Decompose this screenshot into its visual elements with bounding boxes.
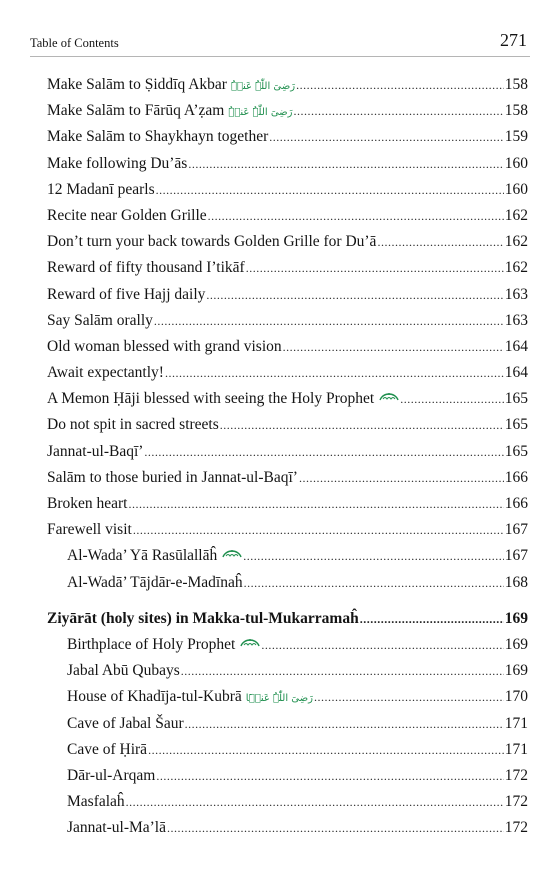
- toc-entry[interactable]: [47, 72, 528, 98]
- toc-entry-page: 166: [504, 468, 528, 486]
- toc-entry-label: Birthplace of Holy Prophet: [67, 635, 236, 653]
- toc-entry-page: 158: [504, 102, 528, 120]
- toc-entry[interactable]: [47, 177, 528, 203]
- toc-entry-page: 162: [504, 233, 528, 251]
- toc-entry[interactable]: [47, 282, 528, 308]
- toc-entry[interactable]: [47, 386, 528, 412]
- toc-entry-page: 172: [504, 766, 528, 784]
- toc-entry[interactable]: [47, 491, 528, 517]
- toc-entry-label: Don’t turn your back towards Golden Grille for Du’ā: [47, 233, 377, 251]
- toc-entry-label: Reward of fifty thousand I’tikāf: [47, 259, 245, 277]
- toc-entry-label: Old woman blessed with grand vision: [47, 337, 282, 355]
- toc-entry[interactable]: [47, 203, 528, 229]
- toc-entry-page: 162: [504, 259, 528, 277]
- toc-entry-label: Cave of Jabal Šaur: [67, 714, 184, 732]
- dot-leader: [261, 632, 503, 658]
- toc-entry-label: Jannat-ul-Ma’lā: [67, 819, 166, 837]
- toc-entry-page: 166: [504, 495, 528, 512]
- toc-entry-label: Salām to those buried in Jannat-ul-Baqī’: [47, 468, 298, 486]
- toc-entry-page: 169: [504, 635, 528, 653]
- salawat-seal-icon: [379, 386, 399, 400]
- table-of-contents: [47, 72, 528, 841]
- dot-leader: [220, 412, 504, 438]
- toc-entry-page: 158: [504, 76, 528, 93]
- toc-entry-page: 160: [504, 180, 528, 198]
- toc-entry[interactable]: [67, 632, 528, 658]
- toc-entry-label: Do not spit in sacred streets: [47, 416, 219, 434]
- dot-leader: [400, 386, 504, 412]
- toc-entry-label: Await expectantly!: [47, 364, 164, 382]
- honorific-calligraphy: رَضِیَ اللّٰہُ عَنۡہُ: [228, 107, 293, 119]
- toc-entry-label: Jabal Abū Qubays: [67, 662, 180, 680]
- toc-entry-page: 164: [504, 364, 528, 382]
- dot-leader: [144, 439, 503, 465]
- toc-entry-page: 168: [504, 573, 528, 591]
- dot-leader: [165, 360, 504, 386]
- toc-entry[interactable]: [67, 763, 528, 789]
- toc-entry-label: Dār-ul-Arqam: [67, 766, 156, 784]
- toc-entry[interactable]: [67, 570, 528, 596]
- toc-entry-label: Al-Wadā’ Tājdār-e-Madīnaĥ: [67, 573, 243, 591]
- toc-entry[interactable]: [47, 517, 528, 543]
- dot-leader: [269, 124, 503, 150]
- header-rule: [30, 56, 530, 57]
- dot-leader: [283, 334, 504, 360]
- dot-leader: [128, 491, 503, 517]
- toc-entry-page: 165: [504, 390, 528, 408]
- salawat-seal-icon: [222, 543, 242, 557]
- toc-entry[interactable]: [47, 308, 528, 334]
- salawat-seal-icon: [240, 632, 260, 646]
- dot-leader: [208, 203, 504, 229]
- toc-entry-label: Ziyārāt (holy sites) in Makka-tul-Mukarramaĥ: [47, 609, 359, 627]
- toc-entry[interactable]: [47, 151, 528, 177]
- dot-leader: [360, 606, 504, 632]
- toc-entry[interactable]: [47, 439, 528, 465]
- dot-leader: [314, 684, 504, 710]
- toc-entry-page: 163: [504, 285, 528, 303]
- dot-leader: [243, 543, 504, 569]
- toc-entry[interactable]: [47, 98, 528, 124]
- honorific-calligraphy: رَضِیَ اللّٰہُ عَنۡہَا: [245, 693, 313, 705]
- toc-entry-label: Cave of Ḥirā: [67, 740, 148, 758]
- toc-entry[interactable]: [47, 465, 528, 491]
- toc-entry-label: 12 Madanī pearls: [47, 180, 155, 198]
- toc-entry-label: Jannat-ul-Baqī’: [47, 442, 144, 460]
- toc-entry[interactable]: [67, 658, 528, 684]
- toc-entry-page: 172: [504, 819, 528, 837]
- toc-entry[interactable]: [67, 711, 528, 737]
- dot-leader: [185, 711, 504, 737]
- toc-entry-label: Al-Wada’ Yā Rasūlallāĥ: [67, 547, 218, 565]
- dot-leader: [181, 658, 504, 684]
- dot-leader: [206, 282, 503, 308]
- page-number: 271: [500, 30, 527, 50]
- toc-entry-page: 169: [504, 662, 528, 680]
- toc-entry-page: 171: [504, 740, 528, 758]
- dot-leader: [377, 229, 503, 255]
- toc-entry-label: A Memon Ḥāji blessed with seeing the Holy Prophet: [47, 390, 375, 408]
- dot-leader: [156, 177, 504, 203]
- toc-entry-label: Farewell visit: [47, 521, 132, 539]
- toc-entry[interactable]: [67, 737, 528, 763]
- toc-entry-label: Make Salām to Ṣiddīq Akbar: [47, 76, 227, 93]
- toc-entry[interactable]: [67, 789, 528, 815]
- toc-entry-label: Broken heart: [47, 495, 128, 512]
- dot-leader: [154, 308, 504, 334]
- toc-entry-page: 165: [504, 442, 528, 460]
- dot-leader: [126, 789, 504, 815]
- dot-leader: [167, 815, 504, 841]
- toc-entry[interactable]: [67, 815, 528, 841]
- toc-entry[interactable]: [47, 334, 528, 360]
- toc-entry-label: Make following Du’ās: [47, 154, 188, 172]
- toc-entry-page: 172: [504, 793, 528, 811]
- toc-entry-label: Recite near Golden Grille: [47, 206, 207, 224]
- toc-entry-page: 164: [504, 337, 528, 355]
- toc-entry[interactable]: [67, 684, 528, 710]
- toc-entry-page: 165: [504, 416, 528, 434]
- toc-entry-label: Reward of five Hajj daily: [47, 285, 206, 303]
- toc-entry-page: 167: [504, 521, 528, 539]
- dot-leader: [296, 72, 504, 98]
- page-header: [30, 26, 527, 52]
- toc-entry-label: Say Salām orally: [47, 311, 153, 329]
- dot-leader: [294, 98, 504, 124]
- toc-entry-page: 160: [504, 154, 528, 172]
- running-title: Table of Contents: [30, 36, 119, 50]
- toc-entry[interactable]: [47, 229, 528, 255]
- dot-leader: [148, 737, 504, 763]
- toc-entry[interactable]: [47, 412, 528, 438]
- toc-entry-label: House of Khadīja-tul-Kubrā: [67, 688, 242, 706]
- honorific-calligraphy: رَضِیَ اللّٰہُ عَنۡہُ: [230, 81, 296, 92]
- toc-entry-page: 162: [504, 206, 528, 224]
- dot-leader: [188, 151, 503, 177]
- toc-section-heading[interactable]: [47, 606, 528, 632]
- toc-entry[interactable]: [47, 360, 528, 386]
- toc-entry-label: Masfalaĥ: [67, 793, 125, 811]
- dot-leader: [299, 465, 504, 491]
- toc-entry-page: 163: [504, 311, 528, 329]
- toc-entry-label: Make Salām to Shaykhayn together: [47, 128, 269, 146]
- toc-entry-page: 171: [504, 714, 528, 732]
- toc-entry[interactable]: [47, 124, 528, 150]
- toc-entry[interactable]: [67, 543, 528, 569]
- toc-entry[interactable]: [47, 255, 528, 281]
- toc-entry-page: 167: [504, 547, 528, 565]
- dot-leader: [244, 570, 504, 596]
- toc-entry-page: 170: [504, 688, 528, 706]
- toc-entry-page: 159: [504, 128, 528, 146]
- toc-entry-label: Make Salām to Fārūq A’ẓam: [47, 102, 225, 120]
- toc-entry-page: 169: [504, 609, 528, 627]
- dot-leader: [133, 517, 504, 543]
- dot-leader: [246, 255, 504, 281]
- dot-leader: [156, 763, 503, 789]
